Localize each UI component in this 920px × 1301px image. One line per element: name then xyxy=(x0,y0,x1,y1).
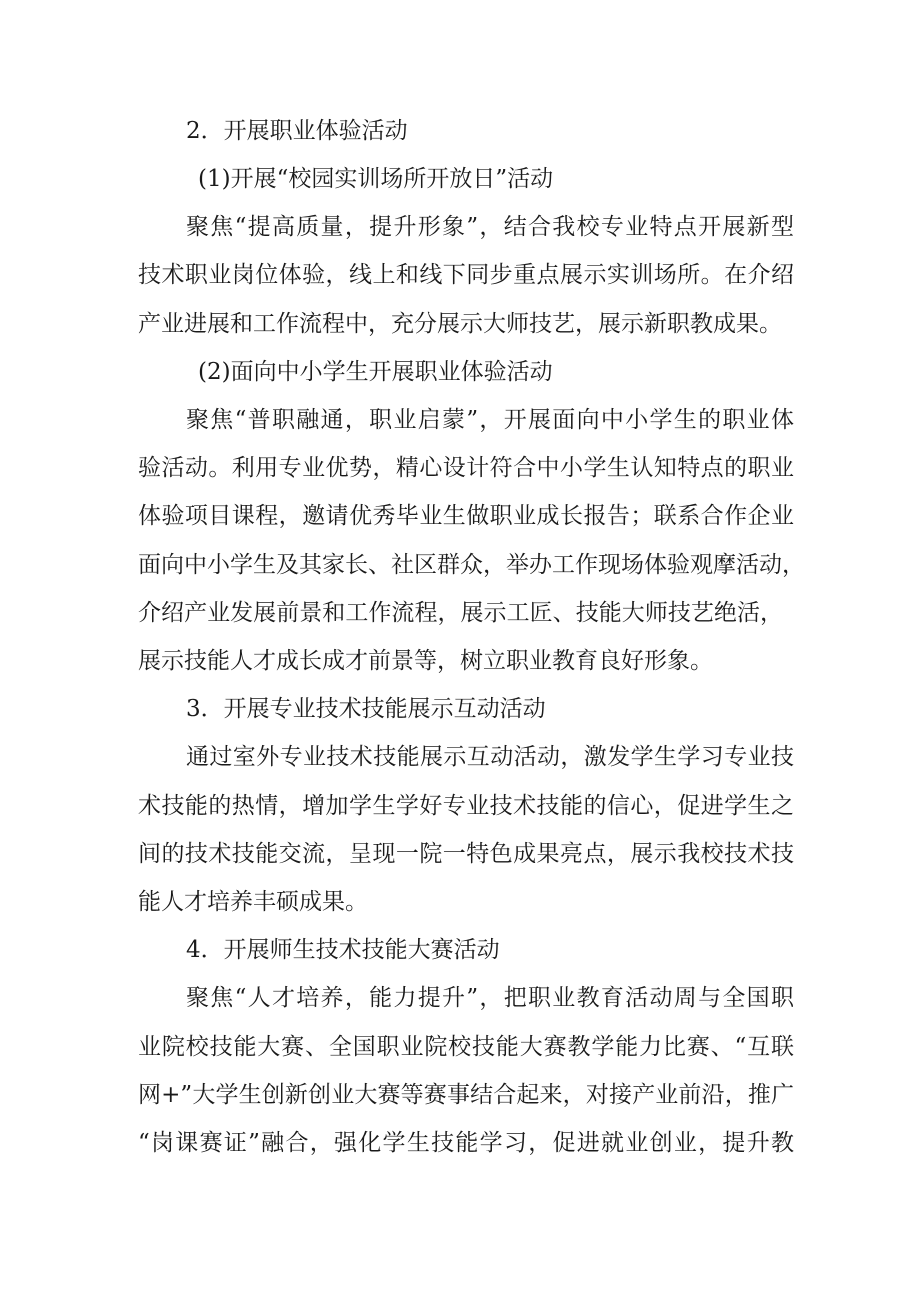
section-heading-4: 4．开展师生技术技能大赛活动 xyxy=(186,937,500,963)
paragraph-line: 聚焦“普职融通，职业启蒙”，开展面向中小学生的职业体 xyxy=(186,407,794,433)
paragraph-line: “岗课赛证”融合，强化学生技能学习，促进就业创业，提升教 xyxy=(138,1130,794,1156)
paragraph-line: 面向中小学生及其家长、社区群众，举办工作现场体验观摩活动， xyxy=(138,552,805,578)
section-heading-2: 2．开展职业体验活动 xyxy=(186,118,408,144)
paragraph-line: 展示技能人才成长成才前景等，树立职业教育良好形象。 xyxy=(138,648,713,674)
subsection-heading-1: (1)开展“校园实训场所开放日”活动 xyxy=(198,166,554,192)
paragraph-line: 介绍产业发展前景和工作流程，展示工匠、技能大师技艺绝活， xyxy=(138,600,783,626)
paragraph-line: 通过室外专业技术技能展示互动活动，激发学生学习专业技 xyxy=(186,744,794,770)
section-heading-3: 3．开展专业技术技能展示互动活动 xyxy=(186,696,546,722)
paragraph-line: 术技能的热情，增加学生学好专业技术技能的信心，促进学生之 xyxy=(138,793,794,819)
paragraph-line: 业院校技能大赛、全国职业院校技能大赛教学能力比赛、“互联 xyxy=(138,1034,794,1060)
paragraph-line: 验活动。利用专业优势，精心设计符合中小学生认知特点的职业 xyxy=(138,455,794,481)
paragraph-line: 技术职业岗位体验，线上和线下同步重点展示实训场所。在介绍 xyxy=(138,262,794,288)
paragraph-line: 体验项目课程，邀请优秀毕业生做职业成长报告；联系合作企业 xyxy=(138,503,794,529)
subsection-heading-2: (2)面向中小学生开展职业体验活动 xyxy=(198,359,553,385)
paragraph-line: 能人才培养丰硕成果。 xyxy=(138,889,368,915)
paragraph-line: 产业进展和工作流程中，充分展示大师技艺，展示新职教成果。 xyxy=(138,311,782,337)
paragraph-line: 聚焦“提高质量，提升形象”，结合我校专业特点开展新型 xyxy=(186,214,794,240)
paragraph-line: 网+”大学生创新创业大赛等赛事结合起来，对接产业前沿，推广 xyxy=(138,1082,794,1108)
paragraph-line: 间的技术技能交流，呈现一院一特色成果亮点，展示我校技术技 xyxy=(138,841,794,867)
paragraph-line: 聚焦“人才培养，能力提升”，把职业教育活动周与全国职 xyxy=(186,985,794,1011)
